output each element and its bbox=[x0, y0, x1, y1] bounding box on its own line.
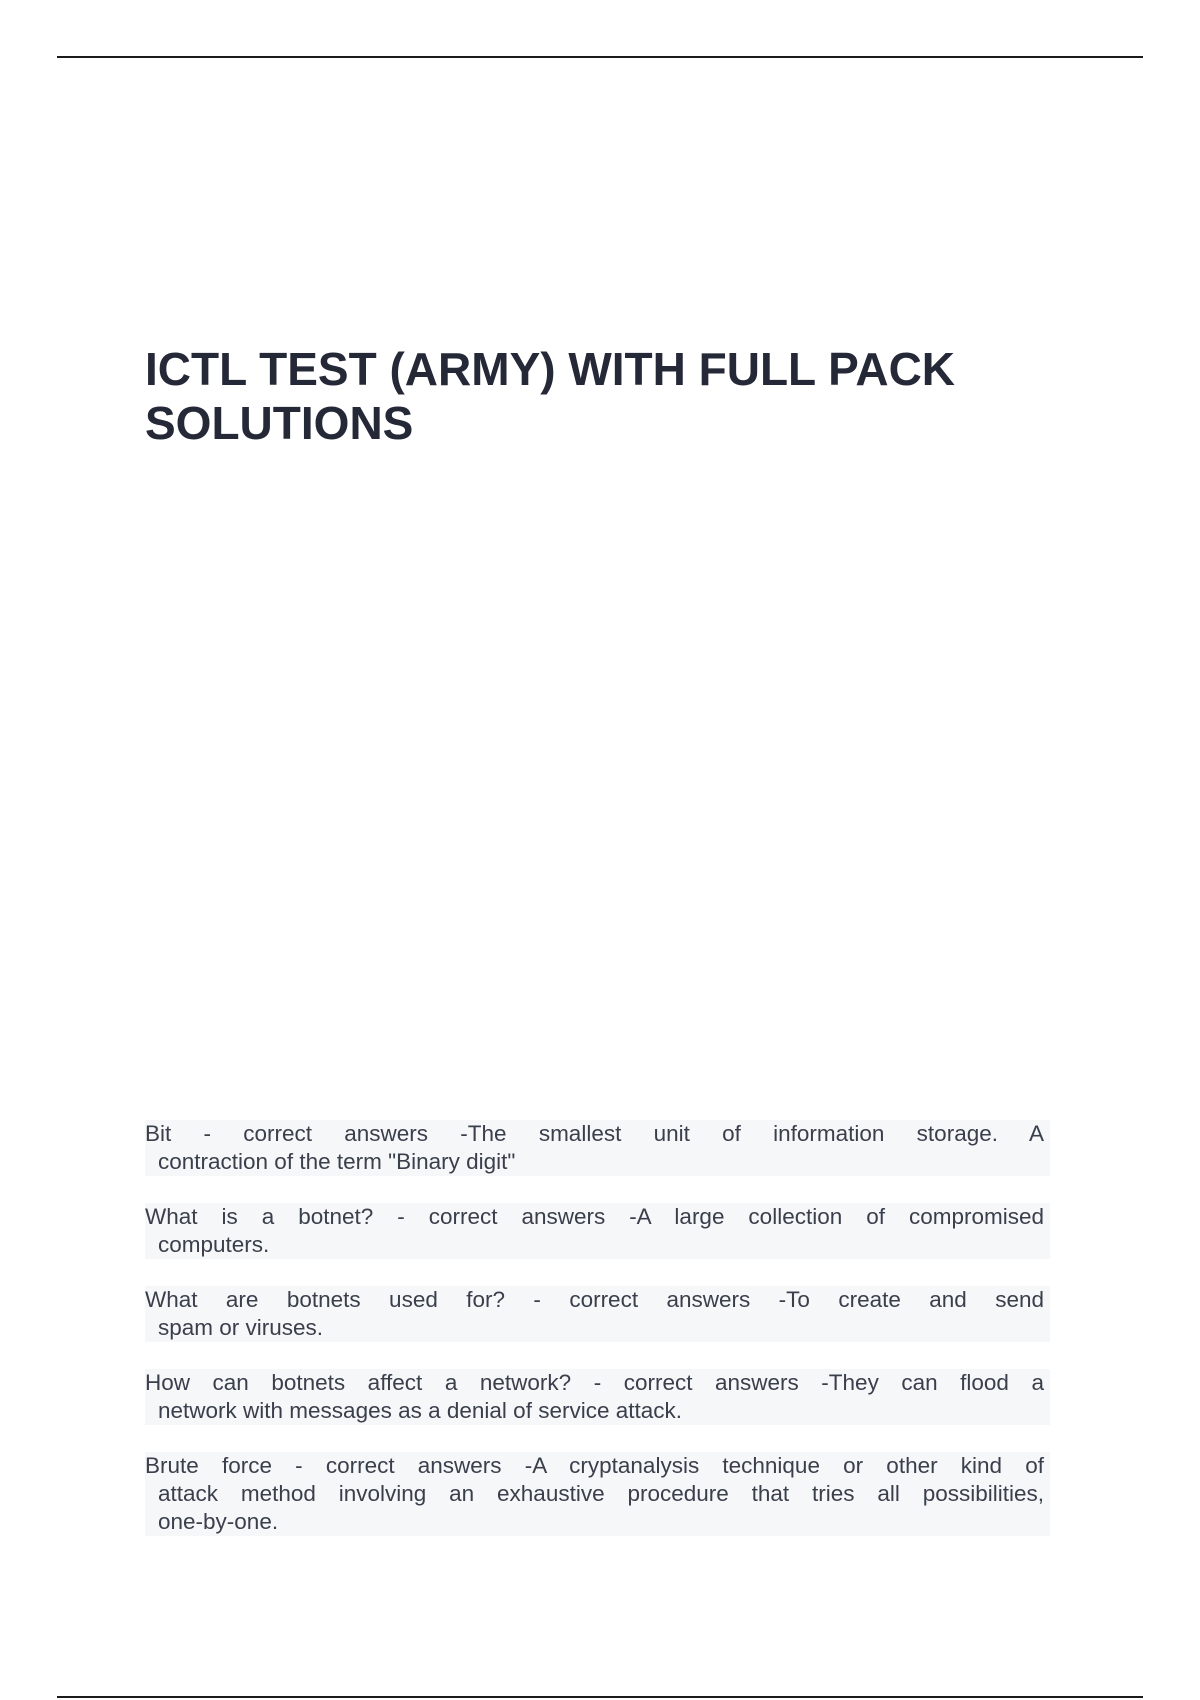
qa-line: spam or viruses. bbox=[145, 1314, 1050, 1342]
qa-item bbox=[145, 1286, 1050, 1342]
qa-item bbox=[145, 1120, 1050, 1176]
qa-line: Bit - correct answers -The smallest unit of information storage. A bbox=[145, 1120, 1050, 1148]
document-title bbox=[145, 342, 1075, 450]
qa-line: network with messages as a denial of service attack. bbox=[145, 1397, 1050, 1425]
qa-line: attack method involving an exhaustive procedure that tries all possibilities, bbox=[145, 1480, 1050, 1508]
qa-line: contraction of the term "Binary digit" bbox=[145, 1148, 1050, 1176]
qa-line: What are botnets used for? - correct answers -To create and send bbox=[145, 1286, 1050, 1314]
qa-line: Brute force - correct answers -A cryptanalysis technique or other kind of bbox=[145, 1452, 1050, 1480]
qa-list bbox=[145, 1120, 1050, 1563]
footer-rule bbox=[57, 1696, 1143, 1698]
qa-item bbox=[145, 1452, 1050, 1536]
qa-line: computers. bbox=[145, 1231, 1050, 1259]
document-title-line-1: ICTL TEST (ARMY) WITH FULL PACK bbox=[145, 343, 956, 395]
qa-line: How can botnets affect a network? - correct answers -They can flood a bbox=[145, 1369, 1050, 1397]
qa-item bbox=[145, 1369, 1050, 1425]
qa-line: What is a botnet? - correct answers -A large collection of compromised bbox=[145, 1203, 1050, 1231]
qa-item bbox=[145, 1203, 1050, 1259]
header-rule bbox=[57, 56, 1143, 58]
qa-line: one-by-one. bbox=[145, 1508, 1050, 1536]
document-title-line-2: SOLUTIONS bbox=[145, 397, 414, 449]
